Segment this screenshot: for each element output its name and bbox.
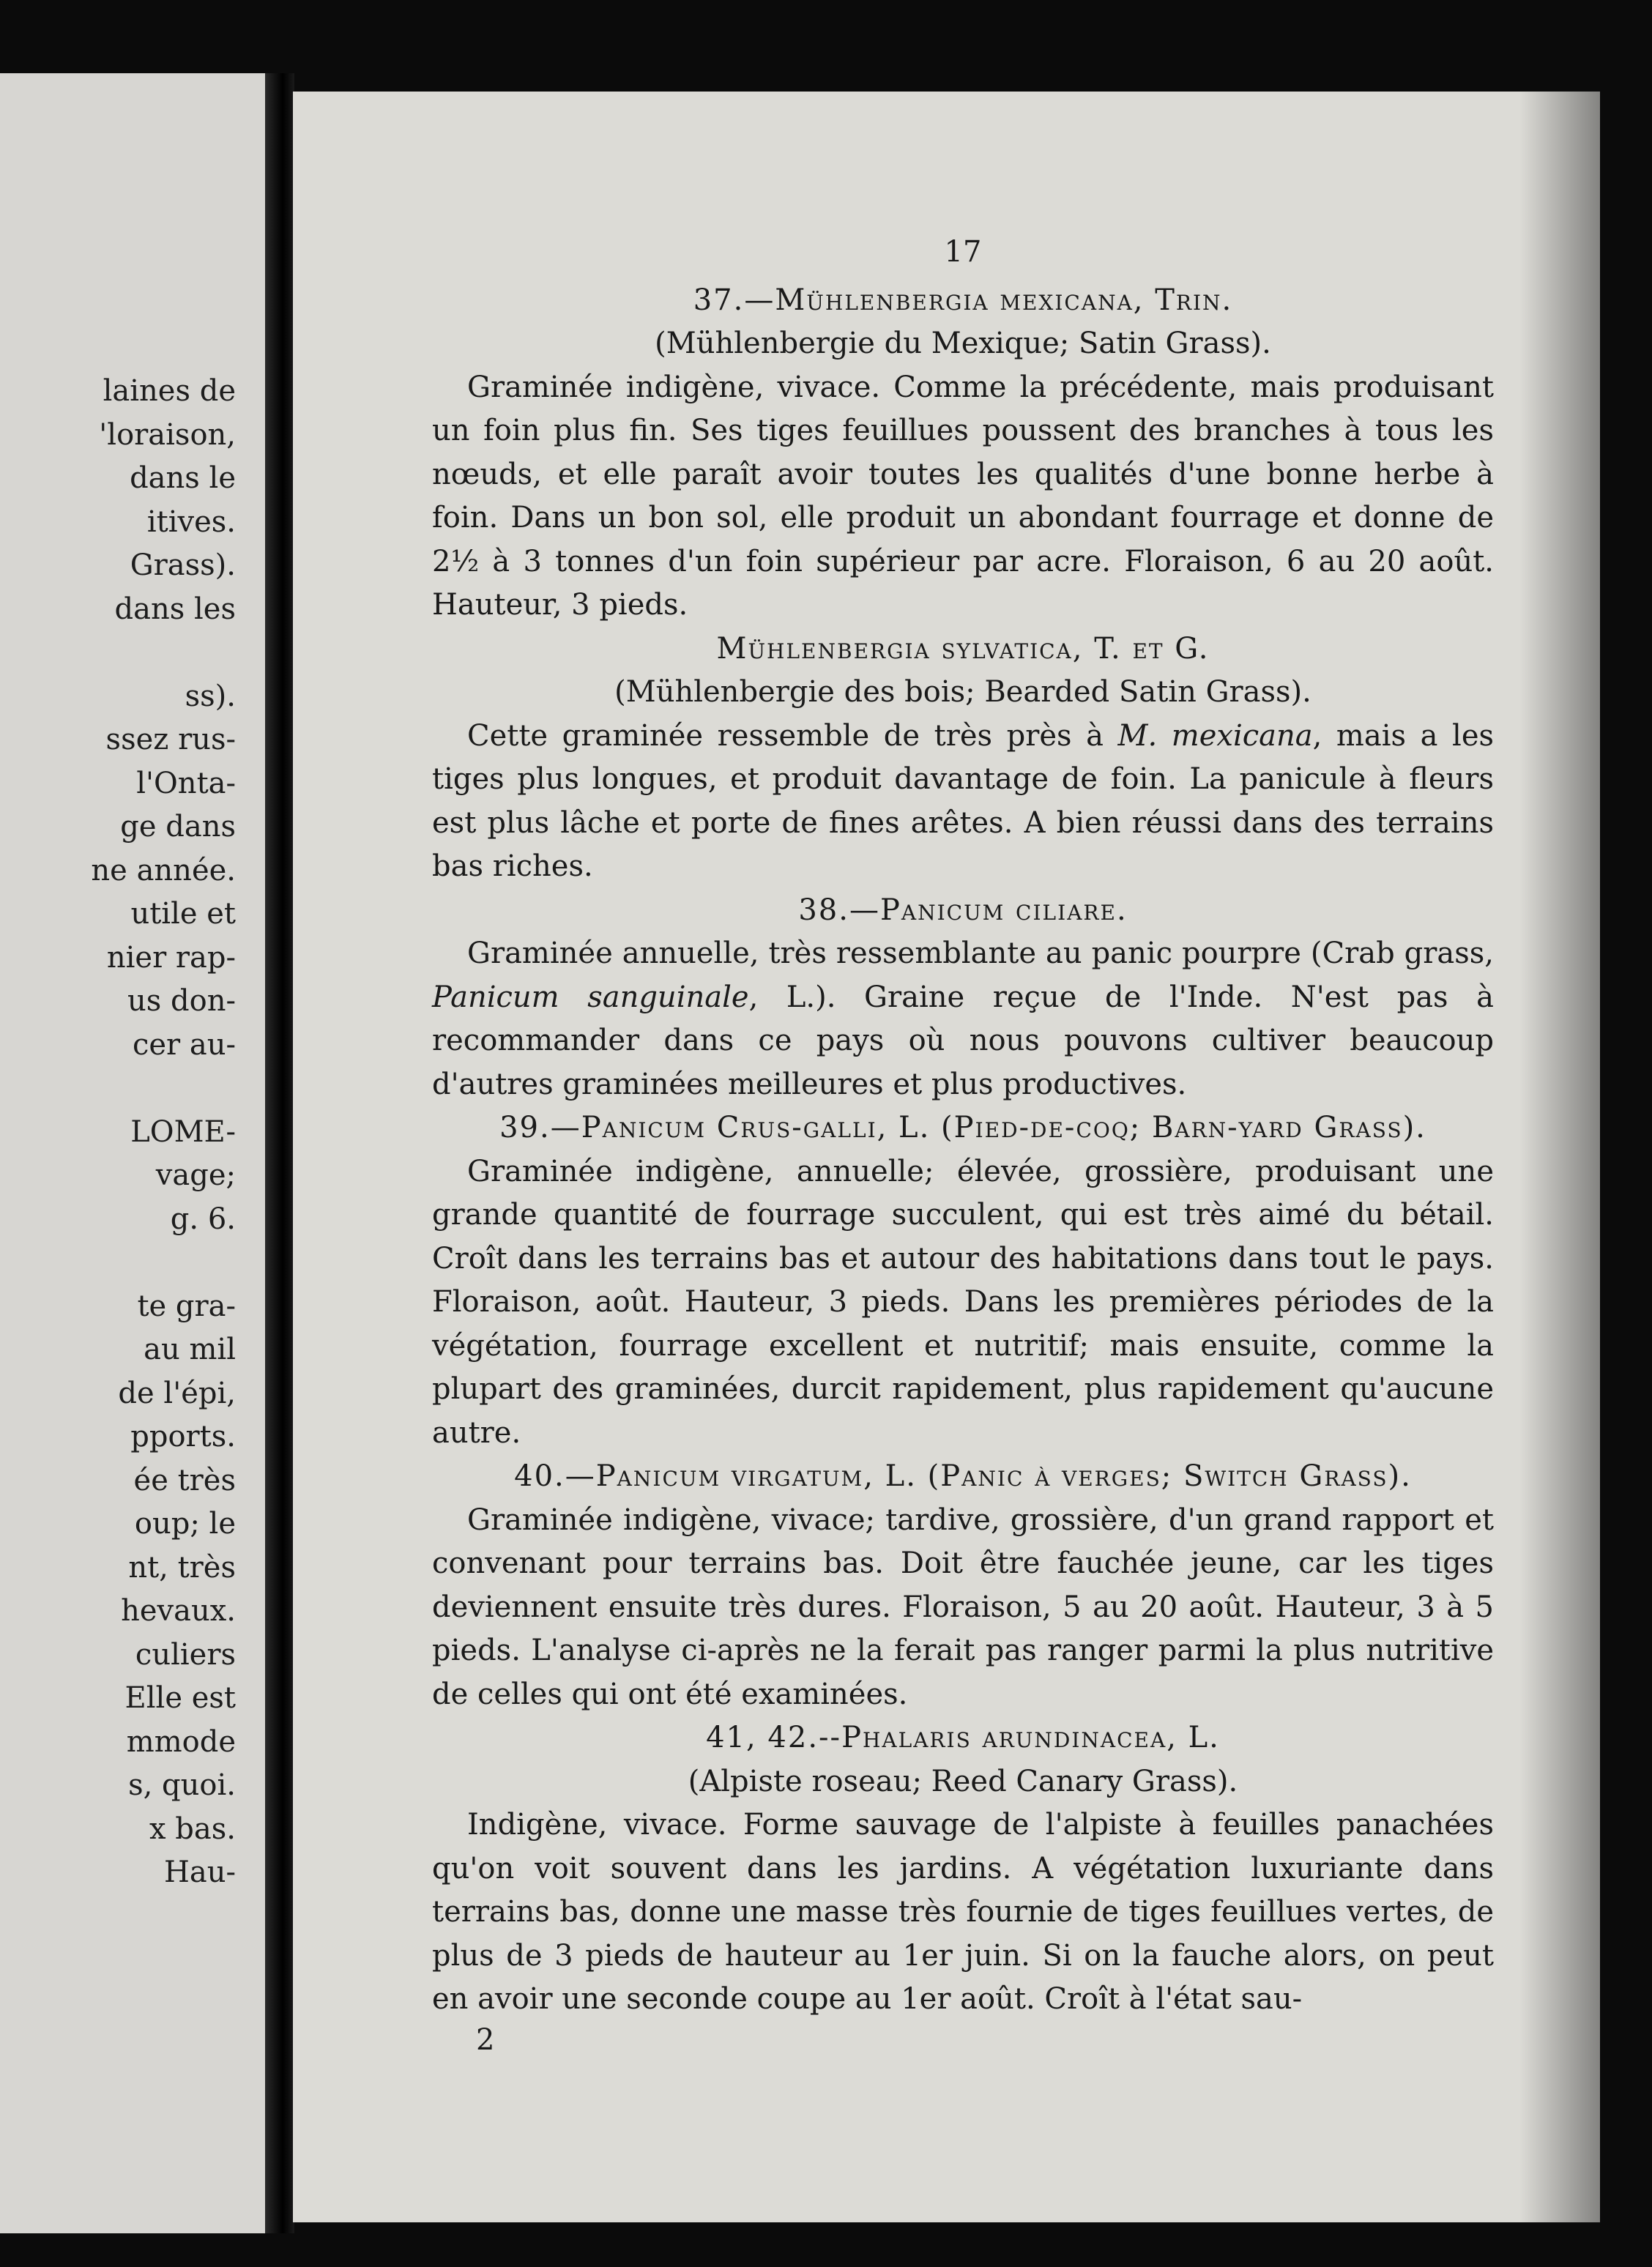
scan-shadow: [1519, 92, 1600, 2222]
sylvatica-text: [432, 715, 1494, 889]
left-page-line: ssez rus-: [105, 723, 236, 756]
entry-40-heading: 40.—Panicum virgatum, L. (Panic à verges; Switch Grass).: [514, 1459, 1412, 1493]
sylvatica-text-after: , mais a les tiges plus longues, et produit davantage de foin. La panicule à fleurs est plus lâche et porte de fines arêtes. A bien réussi dans des terrains bas riches.: [432, 718, 1495, 883]
left-page-line: itives.: [146, 505, 236, 539]
entry-41-heading: 41, 42.--Phalaris arundinacea, L.: [706, 1721, 1220, 1754]
left-page-line: s, quoi.: [128, 1768, 236, 1802]
left-page-line: l'Onta-: [136, 766, 236, 800]
entry-39-heading: 39.—Panicum Crus-galli, L. (Pied-de-coq; Barn-yard Grass).: [499, 1111, 1426, 1144]
left-page-line: Grass).: [130, 548, 236, 582]
entry-38-text-after: , L.). Graine reçue de l'Inde. N'est pas à recommander dans ce pays où nous pouvons cultiver beaucoup d'autres graminées meilleures et plus productives.: [432, 980, 1494, 1101]
entry-41-text: Indigène, vivace. Forme sauvage de l'alpiste à feuilles panachées qu'on voit souvent dans les jardins. A végétation luxuriante dans terrains bas, donne une masse très fournie de tiges feuillues vertes, de plus de 3 pieds de hauteur au 1er juin. Si on la fauche alors, on peut en avoir une seconde coupe au 1er août. Croît à l'état sau-: [432, 1808, 1494, 2016]
sylvatica-heading: Mühlenbergia sylvatica, T. et G.: [716, 631, 1210, 666]
left-page-line: ss).: [185, 679, 236, 713]
left-page-line: us don-: [127, 984, 236, 1018]
left-page-line: vage;: [155, 1158, 236, 1192]
entry-38-heading: 38.—Panicum ciliare.: [798, 893, 1128, 927]
entry-40-text: Graminée indigène, vivace; tardive, grossière, d'un grand rapport et convenant pour terrains bas. Doit être fauchée jeune, car les tiges deviennent ensuite très dures. Floraison, 5 au 20 août. Hauteur, 3 à 5 pieds. L'analyse ci-après ne la ferait pas ranger parmi la plus nutritive de celles qui ont été examinées.: [432, 1503, 1494, 1711]
left-page-line: de l'épi,: [118, 1376, 236, 1410]
left-page-line: oup; le: [134, 1507, 236, 1541]
left-page-line: ge dans: [120, 810, 236, 844]
entry-38-text-before: Graminée annuelle, très ressemblante au panic pourpre (Crab grass,: [467, 937, 1494, 970]
left-page-line: hevaux.: [121, 1594, 236, 1628]
left-page-line: cer au-: [132, 1027, 236, 1062]
left-page-line: laines de: [103, 374, 236, 408]
entry-39-text: Graminée indigène, annuelle; élevée, grossière, produisant une grande quantité de fourrage succulent, qui est très aimé du bétail. Croît dans les terrains bas et autour des habitations dans tout le pays. Floraison, août. Hauteur, 3 pieds. Dans les premières périodes de la végétation, fourrage excellent et nutritif; mais ensuite, comme la plupart des graminées, durcit rapidement, plus rapidement qu'aucune autre.: [432, 1154, 1494, 1450]
signature-mark: 2: [476, 2022, 495, 2057]
left-page-line: 'loraison,: [99, 417, 236, 452]
entry-37-text: Graminée indigène, vivace. Comme la précédente, mais produisant un foin plus fin. Ses tiges feuillues poussent des branches à tous les nœuds, et elle paraît avoir toutes les qualités d'une bonne herbe à foin. Dans un bon sol, elle produit un abondant fourrage et donne de 2½ à 3 tonnes d'un foin supérieur par acre. Floraison, 6 au 20 août. Hauteur, 3 pieds.: [432, 370, 1494, 622]
entry-37-subheading: (Mühlenbergie du Mexique; Satin Grass).: [655, 327, 1271, 360]
sylvatica-text-italic: M. mexicana: [1117, 718, 1313, 753]
page-number: 17: [944, 235, 982, 269]
left-page-line: ée très: [133, 1463, 236, 1497]
entry-37-heading: 37.—Mühlenbergia mexicana, Trin.: [693, 283, 1233, 317]
page-text: [432, 231, 1494, 2062]
left-page-line: utile et: [130, 897, 236, 931]
book-gutter: [265, 73, 294, 2233]
left-page-line: culiers: [135, 1637, 236, 1672]
left-page-line: mmode: [126, 1724, 236, 1759]
right-page: [293, 92, 1600, 2222]
left-page-line: pports.: [130, 1420, 236, 1453]
left-page-line: dans les: [114, 592, 236, 626]
left-page-line: nier rap-: [106, 940, 236, 975]
entry-38-text-italic: Panicum sanguinale: [432, 980, 749, 1014]
entry-38-text: [432, 932, 1494, 1106]
left-page-line: ne année.: [91, 853, 236, 887]
left-page-line: LOME-: [130, 1114, 236, 1149]
left-page-line: dans le: [130, 461, 236, 495]
left-page-line: te gra-: [137, 1289, 236, 1323]
left-page-line: au mil: [144, 1333, 236, 1366]
left-page-line: Elle est: [124, 1681, 236, 1715]
left-page-fragment: [0, 73, 265, 2233]
left-page-line: nt, très: [128, 1550, 236, 1585]
left-page-line: x bas.: [149, 1812, 236, 1846]
left-page-line: Hau-: [163, 1855, 236, 1889]
left-page-line: g. 6.: [170, 1202, 236, 1236]
entry-41-subheading: (Alpiste roseau; Reed Canary Grass).: [688, 1764, 1238, 1798]
sylvatica-text-before: Cette graminée ressemble de très près à: [467, 718, 1118, 753]
sylvatica-subheading: (Mühlenbergie des bois; Bearded Satin Grass).: [614, 675, 1311, 709]
